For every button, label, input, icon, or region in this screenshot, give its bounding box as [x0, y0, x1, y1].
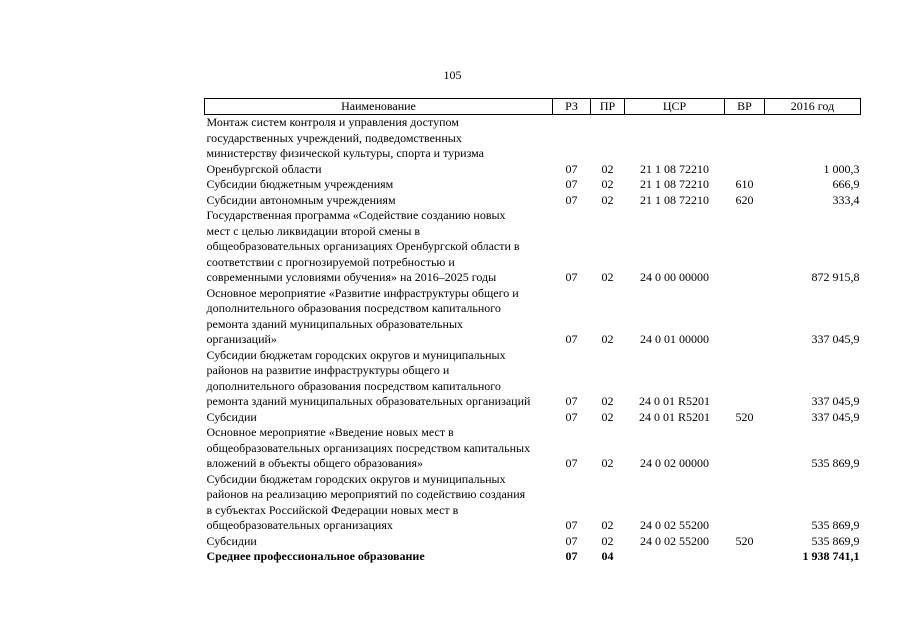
row-csr: 21 1 08 72210 — [640, 192, 709, 207]
row-csr: 24 0 02 55200 — [640, 518, 709, 532]
header-pr: ПР — [591, 99, 625, 115]
row-pr: 02 — [601, 456, 614, 470]
row-name — [205, 115, 553, 178]
row-name — [205, 534, 553, 550]
row-name-line: районов на реализацию мероприятий по содействию создания — [206, 487, 526, 501]
row-csr: 24 0 01 00000 — [640, 332, 709, 346]
table-row — [205, 115, 861, 178]
row-sum: 1 938 741,1 — [802, 549, 860, 563]
row-name — [205, 472, 553, 534]
row-name-line: государственных учреждений, подведомственных — [206, 130, 462, 145]
page-number: 105 — [443, 68, 462, 82]
row-name-line: министерству физической культуры, спорта и туризма — [206, 146, 484, 160]
header-csr: ЦСР — [625, 99, 725, 115]
table-body — [205, 115, 861, 565]
row-name — [205, 177, 553, 193]
table-row — [205, 425, 861, 472]
row-vr — [725, 115, 765, 178]
row-name-line: Субсидии — [206, 409, 257, 424]
row-sum: 337 045,9 — [811, 332, 860, 346]
row-name-line: общеобразовательных организациях — [206, 518, 393, 532]
row-name-line: Основное мероприятие «Развитие инфраструктуры общего и — [206, 285, 519, 300]
row-name — [205, 425, 553, 472]
row-name — [205, 208, 553, 286]
row-name-line: районов на развитие инфраструктуры общего и — [206, 363, 450, 377]
row-pr: 02 — [601, 533, 614, 548]
row-name-line: Субсидии бюджетам городских округов и муниципальных — [206, 471, 506, 486]
table-row — [205, 534, 861, 550]
row-vr — [725, 549, 765, 565]
row-rz: 07 — [565, 549, 578, 563]
row-name-line: Субсидии автономным учреждениям — [206, 192, 396, 207]
row-name-line: современными условиями обучения» на 2016–2025 годы — [206, 270, 497, 284]
row-pr: 02 — [601, 394, 614, 408]
row-rz: 07 — [565, 518, 578, 532]
row-name-line: Субсидии бюджетам городских округов и муниципальных — [206, 347, 506, 362]
row-csr: 24 0 02 55200 — [640, 533, 709, 548]
row-pr: 02 — [601, 161, 614, 176]
row-vr — [725, 286, 765, 348]
row-pr: 02 — [601, 177, 614, 191]
row-pr: 02 — [601, 518, 614, 532]
header-name: Наименование — [205, 99, 553, 115]
row-name — [205, 348, 553, 410]
row-vr — [725, 348, 765, 410]
row-rz: 07 — [565, 409, 578, 424]
row-csr: 21 1 08 72210 — [640, 177, 709, 191]
row-name-line: Субсидии бюджетным учреждениям — [206, 177, 394, 191]
row-rz: 07 — [565, 161, 578, 176]
row-vr: 520 — [735, 533, 754, 548]
header-year: 2016 год — [765, 99, 861, 115]
row-rz: 07 — [565, 332, 578, 346]
row-vr: 620 — [735, 192, 754, 207]
row-rz: 07 — [565, 270, 578, 284]
row-sum: 337 045,9 — [811, 394, 860, 408]
row-sum: 535 869,9 — [811, 533, 860, 548]
row-csr: 24 0 01 R5201 — [638, 409, 710, 424]
row-vr — [725, 425, 765, 472]
row-rz: 07 — [565, 394, 578, 408]
budget-table — [204, 98, 861, 565]
row-sum: 333,4 — [832, 192, 860, 207]
table-row — [205, 549, 861, 565]
row-pr: 02 — [601, 270, 614, 284]
row-name-line: общеобразовательных организациях Оренбургской области в — [206, 239, 520, 253]
row-name-line: вложений в объекты общего образования» — [206, 456, 423, 470]
row-csr: 24 0 02 00000 — [640, 456, 709, 470]
row-rz: 07 — [565, 533, 578, 548]
row-sum: 666,9 — [832, 177, 860, 191]
table-row — [205, 410, 861, 426]
header-vr: ВР — [725, 99, 765, 115]
row-sum: 1 000,3 — [823, 161, 860, 176]
row-rz: 07 — [565, 177, 578, 191]
row-pr: 02 — [601, 332, 614, 346]
row-name-line: дополнительного образования посредством капитального — [206, 378, 501, 393]
row-csr: 24 0 01 R5201 — [638, 394, 710, 408]
row-name-line: соответствии с прогнозируемой потребностью и — [206, 254, 455, 269]
row-name-line: в субъектах Российской Федерации новых мест в — [206, 502, 459, 517]
table-row — [205, 208, 861, 286]
table-row — [205, 193, 861, 209]
row-name-line: организаций» — [206, 332, 277, 346]
row-rz: 07 — [565, 456, 578, 470]
table-row — [205, 472, 861, 534]
row-sum: 337 045,9 — [811, 409, 860, 424]
row-name — [205, 410, 553, 426]
row-name-line: Основное мероприятие «Введение новых мест в — [206, 425, 454, 439]
row-csr: 24 0 00 00000 — [640, 270, 709, 284]
header-rz: РЗ — [553, 99, 591, 115]
row-rz: 07 — [565, 192, 578, 207]
row-name-line: ремонта зданий муниципальных образовательных организаций — [206, 394, 531, 408]
row-name-line: Оренбургской области — [206, 161, 322, 176]
row-pr: 04 — [601, 549, 614, 563]
table-row — [205, 348, 861, 410]
row-name — [205, 286, 553, 348]
row-pr: 02 — [601, 409, 614, 424]
row-sum: 872 915,8 — [811, 270, 860, 284]
row-vr: 610 — [735, 177, 754, 191]
row-vr: 520 — [735, 409, 754, 424]
row-sum: 535 869,9 — [811, 518, 860, 532]
row-vr — [725, 208, 765, 286]
row-pr: 02 — [601, 192, 614, 207]
row-name — [205, 549, 553, 565]
row-name-line: Субсидии — [206, 533, 257, 548]
row-name-line: Среднее профессиональное образование — [206, 549, 425, 563]
row-csr: 21 1 08 72210 — [640, 161, 709, 176]
row-sum: 535 869,9 — [811, 456, 860, 470]
row-name-line: Государственная программа «Содействие созданию новых — [206, 208, 506, 222]
row-name — [205, 193, 553, 209]
row-name-line: ремонта зданий муниципальных образовательных — [206, 316, 463, 331]
table-row — [205, 177, 861, 193]
row-name-line: дополнительного образования посредством капитального — [206, 301, 501, 315]
table-row — [205, 286, 861, 348]
table-header-row — [205, 99, 861, 115]
row-vr — [725, 472, 765, 534]
row-csr — [625, 549, 725, 565]
row-name-line: общеобразовательных организациях посредством капитальных — [206, 440, 531, 455]
row-name-line: мест с целью ликвидации второй смены в — [206, 223, 421, 238]
row-name-line: Монтаж систем контроля и управления доступом — [206, 115, 459, 129]
